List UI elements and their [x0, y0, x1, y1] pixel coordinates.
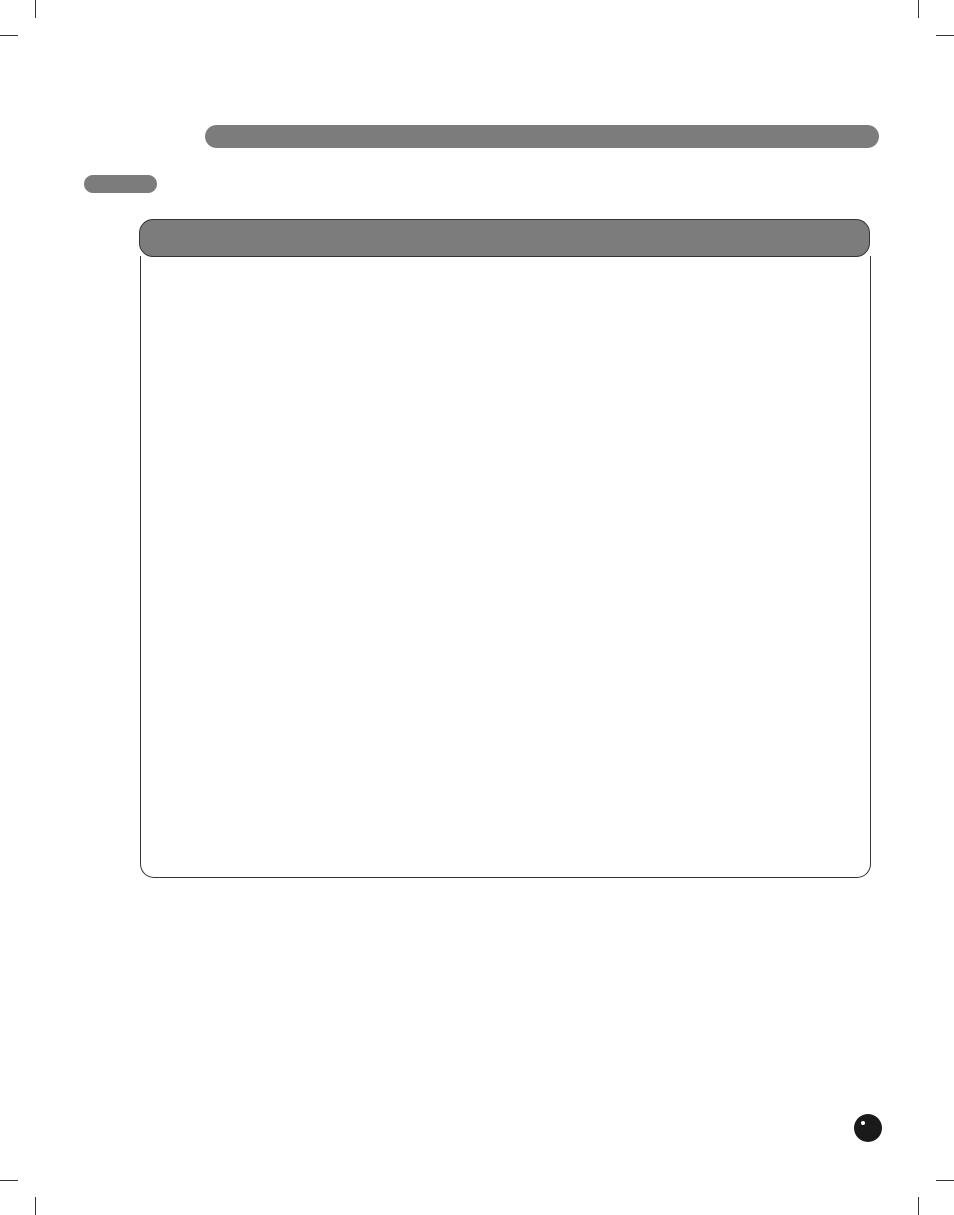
lg-logo [853, 1113, 883, 1143]
